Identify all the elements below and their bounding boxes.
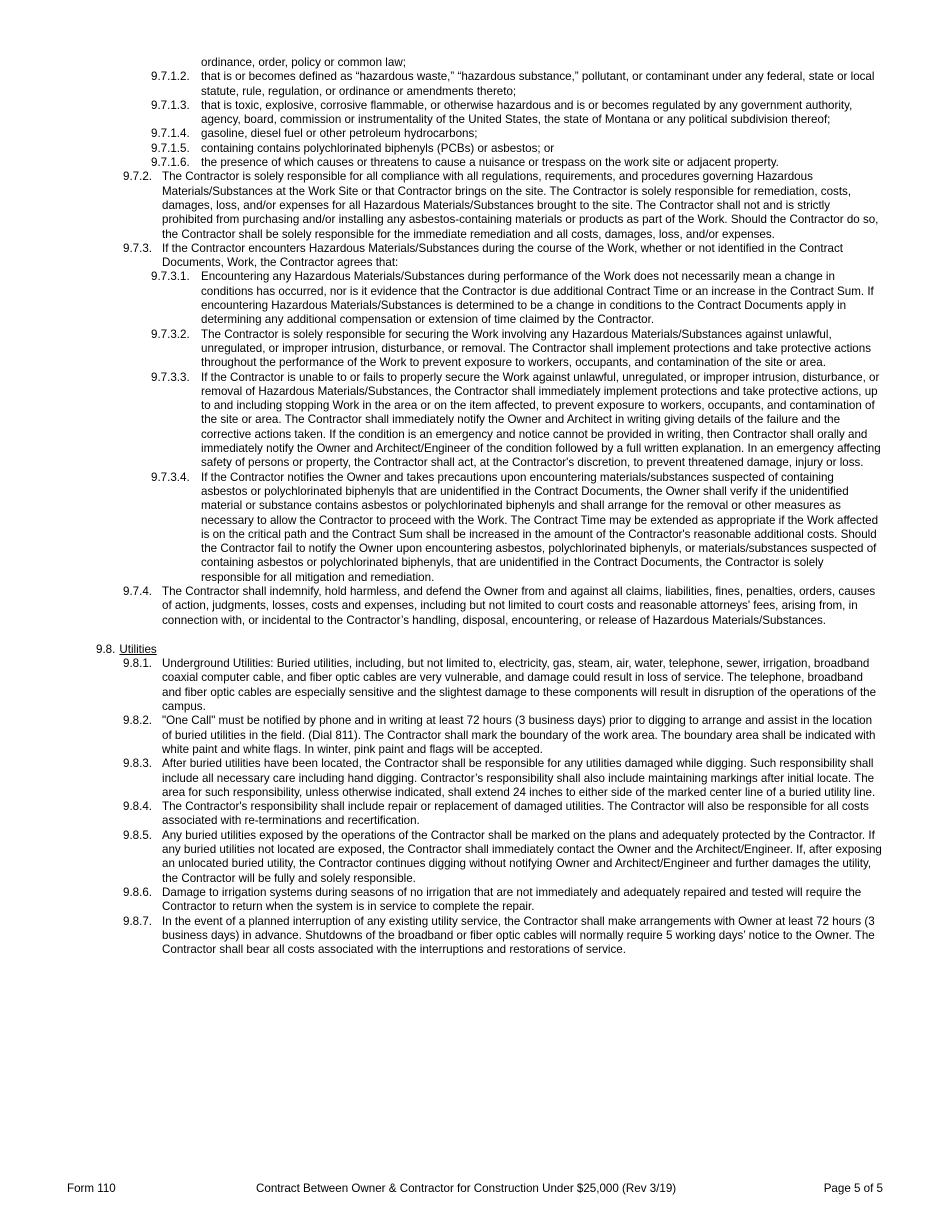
clause-number: 9.7.1.4.: [151, 127, 190, 141]
clause-text: containing contains polychlorinated biphenyls (PCBs) or asbestos; or: [201, 141, 555, 155]
clause-9-7-3-2: [151, 328, 950, 371]
clause-9-7-3-4: [151, 471, 950, 585]
clause-text: The Contractor is solely responsible for all compliance with all regulations, requirements, and procedures governing Hazardous Materials/Substances at the Work Site or that Contractor brings on the site. The Contractor is solely responsible for remediation, costs, damages, loss, and/or expenses for all Hazardous Materials/Substances brought to the site. The Contractor shall not and is strictly prohibited from purchasing and/or installing any asbestos-containing materials or products as part of the Work. Should the Contractor do so, the Contractor shall be solely responsible for the immediate remediation and all costs, damages, loss, and/or expenses.: [162, 170, 879, 241]
section-title: Utilities: [119, 642, 157, 656]
clause-text: The Contractor's responsibility shall include repair or replacement of damaged utilities. The Contractor will also be responsible for all costs associated with re-terminations and recertification.: [162, 800, 869, 828]
clause-text: "One Call" must be notified by phone and in writing at least 72 hours (3 business days) prior to digging to arrange and assist in the location of buried utilities in the field. (Dial 811). The Contractor shall mark the boundary of the work area. The boundary area shall be indicated with white paint and white flags. In winter, pink paint and flags will be accepted.: [162, 714, 876, 756]
clause-9-7-2: [123, 170, 950, 241]
clause-9-8-2: [123, 714, 950, 757]
clause-9-8-5: [123, 829, 950, 886]
clause-text: If the Contractor encounters Hazardous Materials/Substances during the course of the Work, whether or not identified in the Contract Documents, Work, the Contractor agrees that:: [162, 241, 843, 270]
clause-number: 9.7.1.2.: [151, 70, 190, 84]
clause-text: gasoline, diesel fuel or other petroleum hydrocarbons;: [201, 127, 478, 141]
clause-number: 9.7.4.: [123, 584, 153, 598]
document-body: [0, 56, 950, 957]
clause-9-8-4: [123, 800, 950, 829]
clause-text: the presence of which causes or threatens to cause a nuisance or trespass on the work site or adjacent property.: [201, 156, 779, 170]
clause-9-7-3-1: [151, 270, 950, 327]
clause-number: 9.7.3.2.: [151, 327, 190, 341]
clause-text: that is toxic, explosive, corrosive flammable, or otherwise hazardous and is or becomes regulated by any government authority, agency, board, commission or instrumentality of the United States, the state of Montana or any political subdivision thereof;: [201, 98, 853, 127]
continuation-text: ordinance, order, policy or common law;: [201, 56, 406, 69]
clause-number: 9.8.7.: [123, 914, 153, 928]
clause-9-8-3: [123, 757, 950, 800]
clause-9-8-1: [123, 657, 950, 714]
footer-page-number: Page 5 of 5: [823, 1182, 883, 1195]
clause-number: 9.8.5.: [123, 828, 153, 842]
clause-text: that is or becomes defined as “hazardous waste,” “hazardous substance,” pollutant, or contaminant under any federal, state or local statute, rule, regulation, or ordinance or amendments thereto;: [201, 70, 875, 98]
clause-9-7-1-3: [151, 99, 950, 128]
clause-9-7-1-6: [151, 156, 950, 170]
clause-9-7-4: [123, 585, 950, 628]
clause-text: Encountering any Hazardous Materials/Substances during performance of the Work does not necessarily mean a change in conditions has occurred, nor is it evidence that the Contractor is due additional Contract Time or an increase in the Contract Sum. If encountering Hazardous Materials/Substances is determined to be a change in conditions to the Contract Documents apply in determining any additional compensation or extension of time claimed by the Contractor.: [201, 270, 874, 327]
clause-number: 9.8.2.: [123, 714, 153, 728]
clause-text: The Contractor is solely responsible for securing the Work involving any Hazardous Materials/Substances against unlawful, unregulated, or improper intrusion, disturbance, or removal. The Contractor shall implement protections and take protective actions throughout the performance of the Work to prevent exposure to workers, occupants, and contamination of the site or area.: [201, 327, 871, 370]
clause-9-7-3: [123, 242, 950, 271]
section-number: 9.8.: [96, 642, 116, 656]
footer-form-number: Form 110: [67, 1182, 116, 1195]
clause-text: After buried utilities have been located, the Contractor shall be responsible for any utilities damaged while digging. Such responsibility shall include all necessary care including hand digging. Contractor’s responsibility shall also include maintaining markings after initial locate. The area for such responsibility, unless otherwise indicated, shall extend 24 inches to either side of the marked center line of a buried utility line.: [162, 757, 876, 799]
clause-number: 9.8.6.: [123, 885, 153, 899]
clause-number: 9.7.3.1.: [151, 270, 190, 284]
clause-9-8-7: [123, 915, 950, 958]
clause-text: Damage to irrigation systems during seasons of no irrigation that are not immediately and adequately repaired and tested will require the Contractor to return when the system is in service to complete the repair.: [162, 885, 862, 914]
page-footer: [0, 1182, 950, 1198]
clause-9-7-1-5: [151, 142, 950, 156]
footer-document-title: Contract Between Owner & Contractor for Construction Under $25,000 (Rev 3/19): [256, 1182, 677, 1195]
clause-number: 9.8.4.: [123, 800, 153, 814]
clause-text: The Contractor shall indemnify, hold harmless, and defend the Owner from and against all claims, liabilities, fines, penalties, orders, causes of action, judgments, losses, costs and expenses, including but not limited to court costs and reasonable attorneys' fees, arising from, in connection with, or incidental to the Contractor’s handling, disposal, encountering, or release of Hazardous Materials/Substances.: [162, 584, 876, 627]
clause-number: 9.7.3.4.: [151, 470, 190, 484]
clause-text: If the Contractor is unable to or fails to properly secure the Work against unlawful, unregulated, or improper intrusion, disturbance, or removal of Hazardous Materials/Substances, the Contractor shall immediately implement protections and take protective actions, up to and including stopping Work in the area or on the item affected, to prevent exposure to workers, occupants, and contamination of the site or area. The Contractor shall immediately notify the Owner and Architect in writing giving details of the failure and the corrective actions taken. If the condition is an emergency and notice cannot be provided in writing, then Contractor shall orally and immediately notify the Owner and Architect/Engineer of the condition followed by a full written explanation. In an emergency affecting safety of persons or property, the Contractor shall act, at the Contractor's discretion, to prevent threatened damage, injury or loss.: [201, 370, 881, 470]
clause-text: In the event of a planned interruption of any existing utility service, the Contractor shall make arrangements with Owner at least 72 hours (3 business days) in advance. Shutdowns of the broadband or fiber optic cables will normally require 5 working days’ notice to the Owner. The Contractor shall bear all costs associated with the interruptions and restorations of service.: [162, 914, 875, 957]
clause-number: 9.7.3.3.: [151, 370, 190, 384]
clause-9-7-3-3: [151, 371, 950, 471]
clause-number: 9.8.3.: [123, 757, 153, 771]
clause-text: Any buried utilities exposed by the operations of the Contractor shall be marked on the plans and adequately protected by the Contractor. If any buried utilities not located are exposed, the Contractor shall immediately contact the Owner and the Architect/Engineer. If, after exposing an unlocated buried utility, the Contractor continues digging without notifying Owner and Architect/Engineer and further damages the utility, the Contractor will be fully and solely responsible.: [162, 828, 882, 885]
clause-number: 9.7.1.3.: [151, 98, 190, 112]
clause-9-7-1-2: [151, 70, 950, 99]
clause-number: 9.7.1.5.: [151, 141, 190, 155]
clause-number: 9.7.1.6.: [151, 156, 190, 170]
clause-number: 9.8.1.: [123, 657, 153, 671]
clause-number: 9.7.2.: [123, 170, 153, 184]
clause-9-7-1-4: [151, 127, 950, 141]
clause-text: If the Contractor notifies the Owner and takes precautions upon encountering materials/substances suspected of containing asbestos or polychlorinated biphenyls that are unidentified in the Contract Documents, the Owner shall verify if the unidentified material or substance contains asbestos or polychlorinated biphenyls and shall arrange for the removal or other measures as necessary to allow the Contractor to proceed with the Work. The Contract Time may be extended as appropriate if the Work affected is on the critical path and the Contract Sum shall be increased in the amount of the Contractor's reasonable additional costs. Should the Contractor fail to notify the Owner upon encountering asbestos, polychlorinated biphenyls, or materials/substances suspected of containing asbestos or polychlorinated biphenyls, that are unidentified in the Contract Documents, the Contractor is solely responsible for all mitigation and remediation.: [201, 470, 879, 584]
section-heading-utilities: [96, 643, 950, 657]
clause-9-8-6: [123, 886, 950, 915]
clause-number: 9.7.3.: [123, 241, 153, 255]
clause-text: Underground Utilities: Buried utilities, including, but not limited to, electricity, gas, steam, air, water, telephone, sewer, irrigation, broadband coaxial computer cable, and fiber optic cables are very vulnerable, and damage could result in loss of service. The telephone, broadband and fiber optic cables are especially sensitive and the slightest damage to these components will result in disruption of the operations of the campus.: [162, 657, 877, 714]
